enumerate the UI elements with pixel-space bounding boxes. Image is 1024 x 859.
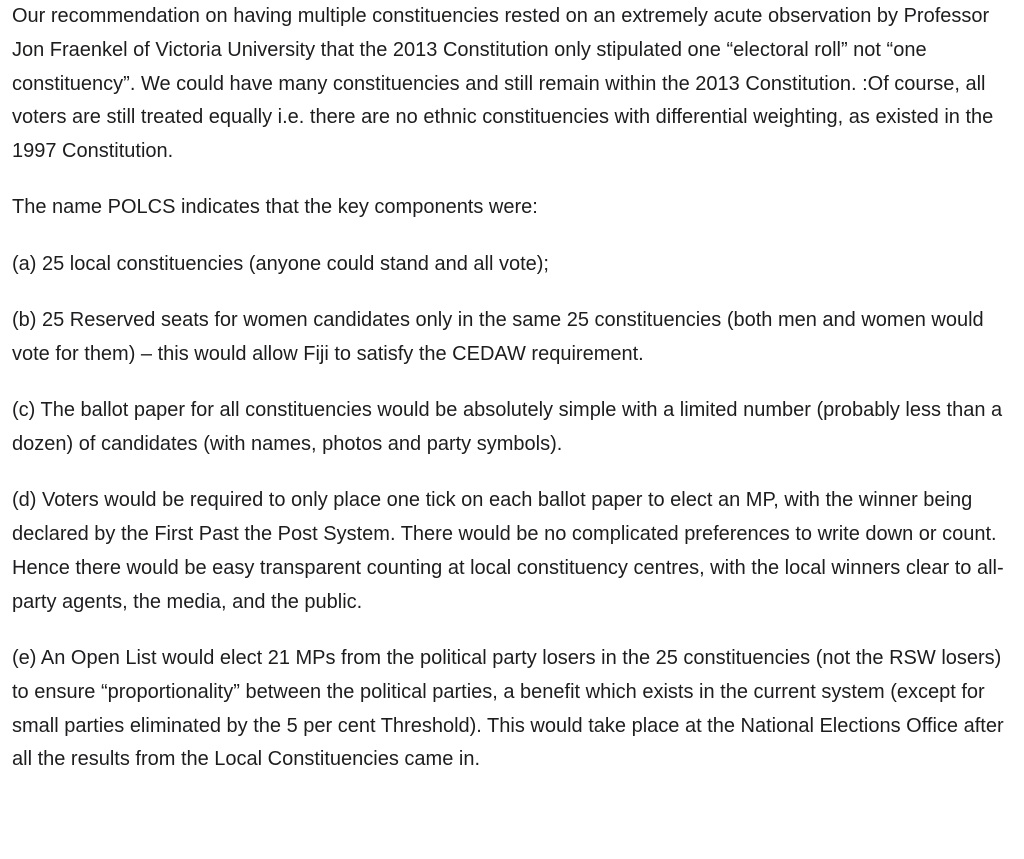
article-body bbox=[12, 0, 1012, 800]
paragraph-item-a: (a) 25 local constituencies (anyone could stand and all vote); bbox=[12, 252, 549, 275]
paragraph-item-d: (d) Voters would be required to only place one tick on each ballot paper to elect an MP, with the winner being declared by the First Past the Post System. There would be no complicated preferences to write down or count. Hence there would be easy transparent counting at local constituency centres, with the local winners clear to all- party agents, the media, and the public. bbox=[12, 489, 1004, 613]
paragraph-item-b: (b) 25 Reserved seats for women candidates only in the same 25 constituencies (both men and women would vote for them) – this would allow Fiji to satisfy the CEDAW requirement. bbox=[12, 309, 984, 365]
paragraph-item-c: (c) The ballot paper for all constituencies would be absolutely simple with a limited number (probably less than a dozen) of candidates (with names, photos and party symbols). bbox=[12, 399, 1003, 455]
paragraph-polcs-components: The name POLCS indicates that the key components were: bbox=[12, 196, 538, 219]
paragraph-constituencies-intro: Our recommendation on having multiple constituencies rested on an extremely acute observation by Professor Jon Fraenkel of Victoria University that the 2013 Constitution only stipulated one “electoral roll” not “one constituency”. We could have many constituencies and still remain within the 2013 Constitution. :Of course, all voters are still treated equally i.e. there are no ethnic constituencies with differential weighting, as existed in the 1997 Constitution. bbox=[12, 5, 994, 163]
paragraph-item-e: (e) An Open List would elect 21 MPs from the political party losers in the 25 constituencies (not the RSW losers) to ensure “proportionality” between the political parties, a benefit which exists in the current system (except for small parties eliminated by the 5 per cent Threshold). This would take place at the National Elections Office after all the results from the Local Constituencies came in. bbox=[12, 646, 1004, 771]
